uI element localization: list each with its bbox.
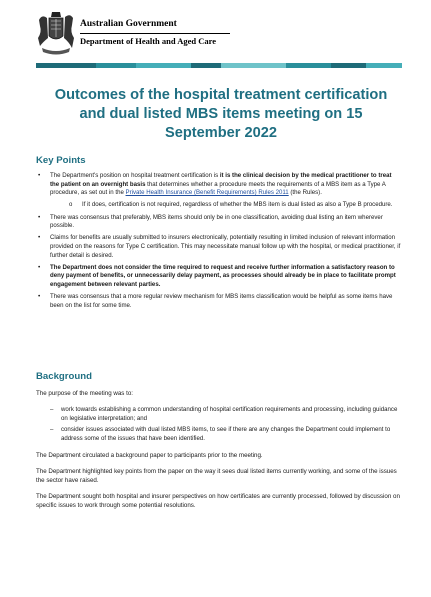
decorative-stripe — [36, 63, 402, 68]
list-item: • There was consensus that a more regular review mechanism for MBS items classification would be helpful as some items have been on the list for some time. — [38, 293, 393, 309]
key-points-list — [36, 172, 402, 314]
page-header — [36, 8, 396, 58]
background-paragraph: The Department sought both hospital and insurer perspectives on how certificates are currently processed, followed by discussion on specific issues to work through some potential resolutions. — [36, 493, 400, 509]
rules-link[interactable]: Private Health Insurance (Benefit Requirements) Rules 2011 — [125, 189, 289, 197]
header-divider — [80, 33, 230, 34]
stripe-segment — [331, 63, 366, 68]
background-paragraph: The Department circulated a background paper to participants prior to the meeting. — [36, 452, 263, 459]
stripe-segment — [36, 63, 96, 68]
list-item: • The Department's position on hospital treatment certification is it is the clinical decision by the medical practitioner to treat the patient on an overnight basis that determines whether a procedure meets the requirements of a MBS item as a Type A procedure, as set out in the Private Health Insurance (Benefit Requirements) Rules 2011 (the Rules). — [38, 172, 392, 197]
background-paragraph: The Department highlighted key points from the paper on the way it sees dual listed items currently working, and some of the issues the sector have raised. — [36, 468, 397, 484]
list-item: • Claims for benefits are usually submitted to insurers electronically, potentially resulting in limited inclusion of relevant information provided on the reasons for Type C certification. This may necessitate manual follow up with the hospital, or medical practitioner, if further detail is desired. — [38, 234, 401, 259]
stripe-segment — [221, 63, 286, 68]
key-points-heading: Key Points — [36, 155, 86, 166]
title-line: September 2022 — [165, 125, 277, 141]
list-item: • The Department does not consider the time required to request and receive further information a satisfactory reason to deny payment of benefits, or unnecessarily delay payment, as processes should already be in place to facilitate prompt engagement between relevant parties. — [38, 263, 396, 288]
circle-bullet-icon: o — [69, 202, 73, 209]
page-title — [40, 86, 402, 143]
government-name: Australian Government — [80, 19, 177, 29]
stripe-segment — [96, 63, 136, 68]
list-item: o If it does, certification is not required, regardless of whether the MBS item is dual listed as also a Type B procedure. — [69, 201, 393, 209]
title-line: and dual listed MBS items meeting on 15 — [79, 106, 363, 122]
stripe-segment — [286, 63, 331, 68]
purpose-list — [36, 406, 402, 446]
stripe-segment — [136, 63, 191, 68]
bullet-icon: • — [38, 172, 41, 179]
list-item: – consider issues associated with dual listed MBS items, to see if there are any changes the Department could implement to address some of the issues that have been identified. — [50, 426, 391, 442]
coat-of-arms-icon — [36, 8, 76, 58]
stripe-segment — [191, 63, 221, 68]
bullet-icon: • — [38, 234, 41, 242]
dash-bullet-icon: – — [50, 406, 54, 413]
bullet-icon: • — [38, 263, 41, 271]
dash-bullet-icon: – — [50, 426, 54, 434]
title-line: Outcomes of the hospital treatment certification — [54, 87, 388, 103]
bullet-icon: • — [38, 213, 41, 221]
background-intro: The purpose of the meeting was to: — [36, 390, 133, 397]
list-item: – work towards establishing a common understanding of hospital certification requirements and processing, including guidance on legislative interpretation; and — [50, 406, 398, 422]
department-name: Department of Health and Aged Care — [80, 36, 217, 46]
stripe-segment — [366, 63, 402, 68]
bullet-icon: • — [38, 293, 41, 301]
list-item: • There was consensus that preferably, MBS items should only be in one classification, avoiding dual listing an item wherever possible. — [38, 213, 383, 230]
background-heading: Background — [36, 371, 92, 382]
